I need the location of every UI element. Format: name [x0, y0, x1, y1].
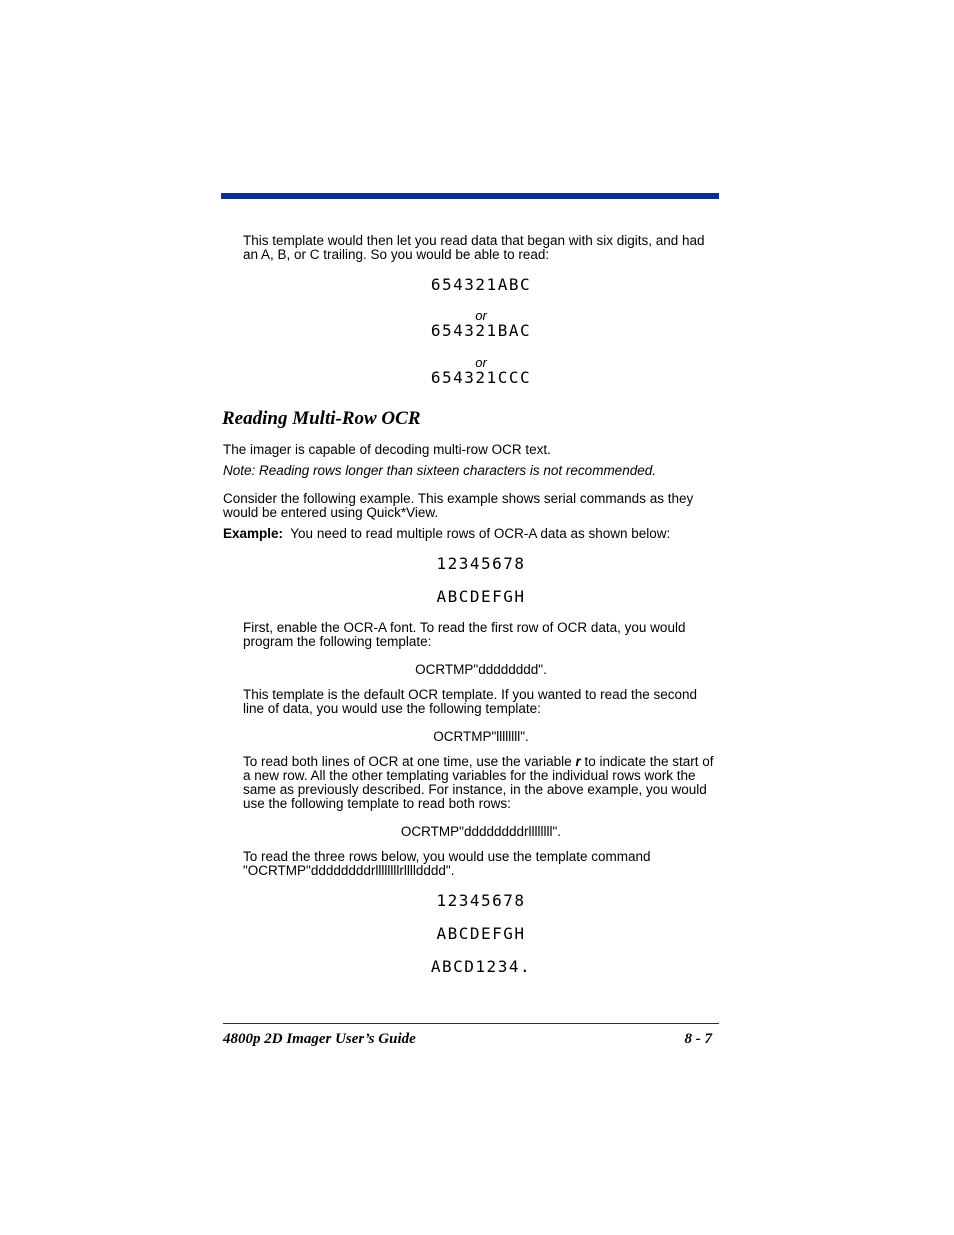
capability-text: The imager is capable of decoding multi-row OCR text.	[223, 442, 551, 457]
template-command-both: OCRTMP"ddddddddrllllllll".	[400, 824, 562, 839]
ocr-row-a-2: ABCDEFGH	[436, 587, 526, 606]
ocr-row-b-1: 12345678	[436, 891, 526, 910]
note-text: Note: Reading rows longer than sixteen characters is not recommended.	[223, 463, 656, 478]
footer-title: 4800p 2D Imager User’s Guide	[223, 1031, 416, 1047]
row-variable: r	[575, 754, 581, 769]
header-rule	[221, 193, 719, 199]
section-heading: Reading Multi-Row OCR	[222, 408, 421, 429]
or-label-2: or	[475, 355, 487, 370]
both-rows-text-post: to indicate the start of a new row. All the other templating variables for the individual rows work the same as previously described. For instance, in the above example, you would use the following template to read both rows:	[243, 754, 714, 811]
ocr-sample-2: 654321BAC	[430, 321, 532, 340]
second-row-paragraph: This template is the default OCR template. If you wanted to read the second line of data, you would use the following template:	[243, 687, 697, 716]
intro-paragraph: This template would then let you read data that began with six digits, and had an A, B, or C trailing. So you would be able to read:	[243, 233, 705, 262]
consider-paragraph: Consider the following example. This example shows serial commands as they would be entered using Quick*View.	[223, 491, 694, 520]
example-label: Example:	[223, 526, 284, 541]
ocr-sample-3: 654321CCC	[430, 368, 532, 387]
or-label-1: or	[475, 308, 487, 323]
ocr-row-b-3: ABCD1234.	[430, 957, 532, 976]
example-text: You need to read multiple rows of OCR-A data as shown below:	[283, 526, 671, 541]
template-command-first: OCRTMP"dddddddd".	[415, 662, 547, 677]
ocr-sample-1: 654321ABC	[430, 275, 532, 294]
both-rows-text-pre: To read both lines of OCR at one time, use the variable	[243, 754, 576, 769]
first-row-paragraph: First, enable the OCR-A font. To read the first row of OCR data, you would program the following template:	[243, 620, 686, 649]
ocr-row-a-1: 12345678	[436, 554, 526, 573]
template-command-second: OCRTMP"llllllll".	[433, 729, 529, 744]
footer-rule	[223, 1023, 719, 1024]
three-rows-paragraph: To read the three rows below, you would use the template command "OCRTMP"ddddddddrllllllllrlllldddd".	[243, 849, 651, 878]
both-rows-paragraph	[243, 755, 719, 811]
ocr-row-b-2: ABCDEFGH	[436, 924, 526, 943]
example-line	[223, 527, 719, 541]
page-number: 8 - 7	[684, 1031, 712, 1047]
